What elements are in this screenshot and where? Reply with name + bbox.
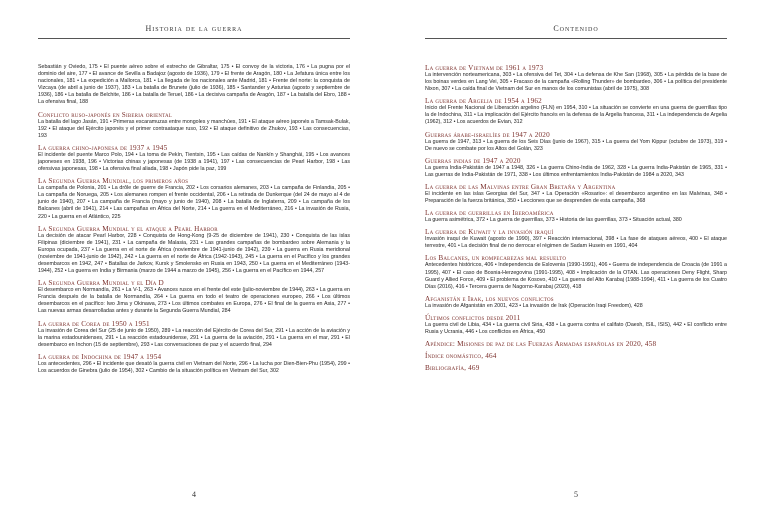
left-page — [0, 0, 370, 531]
toc-section-entries: La guerra India-Pakistán de 1947 a 1948, 326 • La guerra Chino-India de 1962, 328 • La guerra India-Pakistán de 1965, 331 • Las guerras de India-Pakistán de 1971, 338 • Los últimos enfrentamientos India-Pakistán de 1984 a 2020, 343 — [425, 164, 727, 178]
toc-section-heading: Últimos conflictos desde 2011 — [425, 313, 521, 322]
toc-section-entries: El incidente del puente Marco Polo, 194 • La toma de Pekín, Tientsin, 195 • Las caídas de Nankín y Shanghái, 195 • Los avances japoneses en 1938, 196 • Victorias chinas y japonesas (de 1938 a 1941), 197 • Las consecuencias de Pearl Harbor, 198 • Las ofensivas japonesas, 198 • La ofensiva final aliada, 198 • Japón pide la paz, 199 — [38, 151, 350, 173]
toc-section-heading: Apéndice: Misiones de paz de las Fuerzas Armadas españolas en 2020, 458 — [425, 340, 657, 349]
toc-section-heading: La guerra de las Malvinas entre Gran Bretaña y Argentina — [425, 182, 616, 191]
toc-section — [425, 157, 727, 179]
toc-section — [38, 225, 350, 276]
toc-section — [425, 314, 727, 336]
running-header-right: Contenido — [553, 24, 599, 33]
toc-section — [425, 254, 727, 290]
toc-section-heading: La guerra de Argelia de 1954 a 1962 — [425, 97, 542, 106]
header-rule-right — [425, 38, 727, 39]
toc-section-entries: La batalla del lago Jasán, 191 • Primeras escaramuzas entre mongoles y manchúes, 191 • El ataque aéreo japonés a Tamsak-Bulak, 192 • El ataque del Ejército japonés y el primer contraataque ruso, 192 • El ataque definitivo de Zhukov, 193 • Las consecuencias, 193 — [38, 118, 350, 139]
toc-section-heading: La guerra de Indochina de 1947 a 1954 — [38, 352, 162, 361]
toc-section-heading: Bibliografía, 469 — [425, 364, 480, 373]
toc-section — [38, 144, 350, 173]
toc-section — [38, 353, 350, 375]
toc-section-entries: Inicio del Frente Nacional de Liberación argelino (FLN) en 1954, 310 • La situación se convierte en una guerra de guerrillas tipo la de Indochina, 311 • La implicación del Ejército francés en la defensa de la Argelia francesa, 311 • La independencia de Argelia (1962), 312 • Los acuerdos de Evian, 312 — [425, 105, 727, 126]
toc-section — [38, 279, 350, 315]
toc-section-heading: Afganistán e Irak, los nuevos conflictos — [425, 294, 554, 303]
toc-section-entries: Sebastián y Oviedo, 175 • El puente aéreo sobre el estrecho de Gibraltar, 175 • El convoy de la victoria, 176 • La pugna por el dominio del aire, 177 • El avance de Sevilla a Badajoz (agosto de 1936), 179 • El frente de Aragón, 180 • La Jefatura única entre los nacionales, 181 • La expedición a Mallorca, 181 • La llegada de los nacionales ante Madrid, 181 • Frente del norte: la conquista de Vizcaya (de abril a junio de 1937), 183 • La batalla de Brunete (julio de 1936), 185 • Santander y Asturias (agosto y septiembre de 1936), 186 • La batalla de Belchite, 186 • La batalla de Teruel, 186 • La decisiva campaña de Aragón, 187 • La batalla del Ebro, 188 • La ofensiva final, 188 — [38, 64, 350, 106]
toc-section-heading: Los Balcanes, un rompecabezas mal resuelto — [425, 254, 567, 263]
toc-section-heading: La guerra chino-japonesa de 1937 a 1945 — [38, 143, 168, 152]
page-number-right: 5 — [574, 490, 578, 499]
toc-section — [425, 340, 727, 348]
running-header-left: Historia de la guerra — [145, 24, 243, 33]
toc-body-right — [425, 64, 727, 376]
toc-section — [425, 352, 727, 360]
page-number-left: 4 — [192, 490, 196, 499]
toc-section-heading: Conflicto ruso-japonés en Siberia oriental — [38, 110, 173, 119]
toc-section-entries: El desembarco en Normandía, 261 • La V-1, 263 • Avances rusos en el frente del este (julio-noviembre de 1944), 263 • La guerra en Francia después de la batalla de Normandía, 264 • La guerra en todo el teatro de operaciones europeo, 266 • Los últimos desembarcos en el pacífico: Iwo Jima y Okinawa, 273 • Los últimos combates en Europa, 276 • El final de la guerra en Asia, 277 • Las nuevas armas desarrolladas antes y durante la Segunda Guerra Mundial, 284 — [38, 287, 350, 315]
header-rule-left — [38, 38, 350, 39]
toc-section — [425, 209, 727, 224]
toc-section-entries: Antecedentes históricos, 406 • Independencia de Eslovenia (1990-1991), 406 • Guerra de independencia de Croacia (de 1991 a 1995), 407 • El caso de Bosnia-Herzegovina (1991-1995), 408 • Implicación de la OTAN. Las operaciones Deny Flight, Sharp Guard y Allied Force, 409 • El problema de Kosovo, 410 • La guerra del Alto Karabaj (1988-1994), 411 • La guerra de los Cuatro Días (2016), 416 • Tercera guerra de Nagorno-Karabaj (2020), 418 — [425, 262, 727, 290]
toc-section-entries: Los antecedentes, 296 • El incidente que desató la guerra civil en Vietnam del Norte, 296 • La lucha por Dien-Bien-Phu (1954), 299 • Los acuerdos de Ginebra (julio de 1954), 302 • Cambio de la situación política en Vietnam del Sur, 302 — [38, 360, 350, 374]
toc-section-entries: La invasión de Corea del Sur (25 de junio de 1950), 289 • La reacción del Ejército de Corea del Sur, 291 • La acción de la aviación y la marina estadounidenses, 291 • La reacción estadounidense, 291 • La guerra de la aviación, 291 • La guerra en el mar, 291 • El desembarco en Inchon (15 de septiembre), 293 • Las conversaciones de paz y el acuerdo final, 294 — [38, 327, 350, 348]
toc-section-entries: La decisión de atacar Pearl Harbor, 228 • Conquista de Hong-Kong (9-25 de diciembre de 1941), 230 • Conquista de las islas Filipinas (diciembre de 1941), 231 • La campaña de Malasia, 231 • Las grandes campañas de bombardeo sobre Alemania y la Europa ocupada, 237 • La guerra en el norte de África (noviembre de 1941-junio de 1942), 239 • La guerra en Rusia meridional (noviembre de 1941-junio de 1942), 242 • La guerra en el norte de África (1942-1943), 245 • La guerra en el Pacífico y los grandes desembarcos en 1942, 247 • Batallas de Jarkov, Kursk y Smolensko en Rusia en 1943, 250 • La guerra en el Mediterráneo (1943-1944), 252 • La guerra en India y Birmania (marzo de 1944 a marzo de 1945), 256 • La guerra en el Pacífico en 1944, 257 — [38, 232, 350, 275]
toc-section-heading: La Segunda Guerra Mundial y el Día D — [38, 279, 164, 288]
toc-section-heading: La Segunda Guerra Mundial, los primeros años — [38, 177, 189, 186]
toc-section-heading: Índice onomástico, 464 — [425, 352, 497, 361]
toc-section-entries: La campaña de Polonia, 201 • La drôle de guerre de Francia, 202 • Los corsarios alemanes, 203 • La campaña de Finlandia, 205 • La campaña de Noruega, 205 • Los alemanes rompen el frente occidental, 206 • La retirada de Dunkerque (del 24 de mayo al 4 de junio de 1940), 207 • La campaña de Francia (mayo y junio de 1940), 208 • La batalla de Inglaterra, 209 • La campaña de los Balcanes (abril de 1941), 214 • Las campañas en África del Norte, 214 • La guerra en el Mediterráneo, 216 • La invasión de Rusia, 220 • La guerra en el Atlántico, 225 — [38, 185, 350, 220]
toc-section — [38, 177, 350, 220]
toc-section-heading: La guerra de Kuwait y la invasión iraquí — [425, 228, 554, 237]
toc-section-entries: El incidente en las islas Georgias del Sur, 347 • La Operación «Rosario»: el desembarco argentino en las Malvinas, 348 • Preparación de la fuerza británica, 350 • Lecciones que se desprenden de esta campaña, 368 — [425, 190, 727, 205]
toc-section-heading: Guerras indias de 1947 a 2020 — [425, 156, 521, 165]
toc-section-entries: La guerra de 1947, 313 • La guerra de los Seis Días (junio de 1967), 315 • La guerra del Yom Kippur (octubre de 1973), 319 • De nuevo se combate por los Altos del Golán, 323 — [425, 138, 727, 152]
toc-section-entries: La guerra asimétrica, 372 • La guerra de guerrillas, 373 • Historia de las guerrillas, 373 • Situación actual, 380 — [425, 217, 682, 224]
toc-section — [425, 131, 727, 153]
toc-section-heading: La Segunda Guerra Mundial y el ataque a Pearl Harbor — [38, 224, 218, 233]
right-page — [395, 0, 765, 531]
toc-section-heading: Guerras árabe-israelíes de 1947 a 2020 — [425, 130, 550, 139]
toc-section-heading: La guerra de Corea de 1950 a 1951 — [38, 319, 150, 328]
toc-body-left — [38, 64, 350, 379]
toc-section-entries: La intervención norteamericana, 303 • La ofensiva del Tet, 304 • La defensa de Khe San (1968), 305 • La pérdida de la base de los boinas verdes en Lang Vei, 305 • Fracaso de la campaña «Rolling Thunder» de bombardeo, 306 • La política del presidente Nixon, 307 • La caída final de Vietnam del Sur en manos de los comunistas (abril de 1975), 308 — [425, 72, 727, 93]
toc-section — [38, 320, 350, 349]
toc-section — [425, 364, 727, 372]
toc-section — [425, 295, 727, 310]
toc-section-entries: La invasión de Afganistán en 2001, 423 • La invasión de Irak (Operación Iraqi Freedom), 428 — [425, 302, 643, 309]
toc-section — [38, 111, 350, 140]
toc-section — [425, 228, 727, 250]
toc-section — [425, 183, 727, 205]
toc-section-heading: La guerra de guerrillas en Iberoamérica — [425, 209, 554, 218]
toc-section — [425, 97, 727, 126]
toc-section-entries: La guerra civil de Libia, 434 • La guerra civil Siria, 438 • La guerra contra el califato (Daesh, ISIL, ISIS), 442 • El conflicto entre Rusia y Ucrania, 446 • Los conflictos en África, 450 — [425, 321, 727, 335]
toc-section-entries: Invasión iraquí de Kuwait (agosto de 1990), 397 • Reacción internacional, 398 • La fase de ataques aéreos, 400 • El ataque terrestre, 401 • La decisión final de no derrocar el régimen de Sadam Husein en 1991, 404 — [425, 236, 727, 250]
toc-section — [425, 64, 727, 93]
toc-section — [38, 64, 350, 107]
toc-section-heading: La guerra de Vietnam de 1961 a 1973 — [425, 64, 544, 72]
